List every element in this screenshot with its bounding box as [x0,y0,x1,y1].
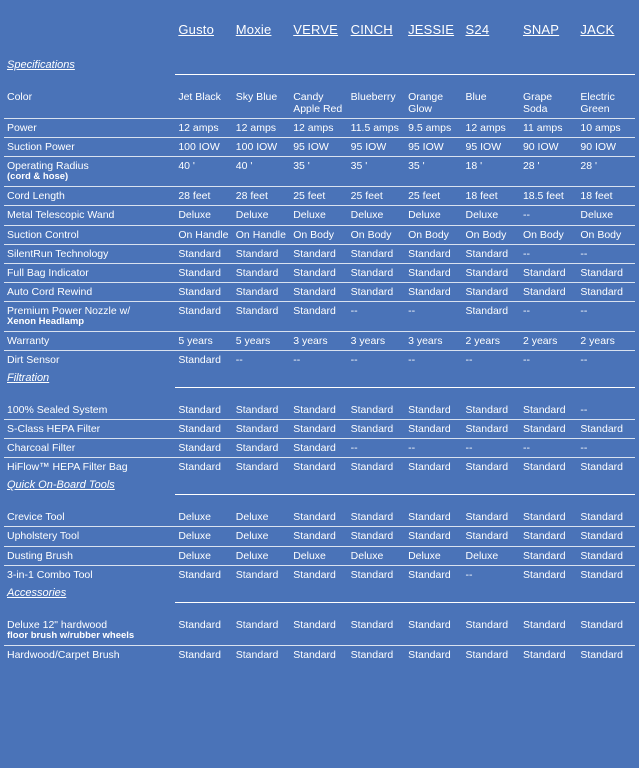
row-label [4,244,175,263]
cell-value: 12 amps [463,119,520,138]
cell-value: Standard [463,244,520,263]
row-label [4,225,175,244]
cell-value: Standard [235,568,279,581]
cell-value: Standard [290,439,347,458]
model-header-verve[interactable]: VERVE [293,22,339,37]
cell-value: Standard [233,263,290,282]
table-row [4,527,635,546]
cell-value: 28 feet [175,187,232,206]
cell-value: -- [580,353,588,366]
cell-value: Blue [463,88,520,119]
cell-value: Standard [408,568,451,581]
cell-value: Standard [408,461,451,474]
cell-value: Standard [175,244,232,263]
cell-value: Standard [465,648,509,661]
cell-value: Deluxe [233,546,290,565]
cell-value: Standard [178,461,221,474]
model-header-gusto[interactable]: Gusto [178,22,215,37]
row-label [4,350,175,369]
cell-value: Standard [348,263,405,282]
cell-value: Standard [233,401,290,420]
row-label [4,119,175,138]
section-title: Quick On-Board Tools [7,479,115,492]
cell-value: Grape Soda [520,88,577,119]
table-row [4,282,635,301]
cell-value: Deluxe [175,546,232,565]
cell-value: Standard [577,546,635,565]
cell-value: -- [405,439,462,458]
row-label-text: Auto Cord Rewind [7,285,93,298]
cell-value: Standard [520,263,577,282]
cell-value: On Body [577,225,635,244]
cell-value: Standard [408,648,451,661]
row-label [4,420,175,439]
table-row [4,301,635,331]
section-spacer-cell [4,75,635,89]
cell-value: Standard [175,616,232,645]
row-label [4,439,175,458]
cell-value: Standard [178,568,221,581]
table-row [4,88,635,119]
section-spacer-cell [4,602,635,616]
cell-value: 2 years [577,331,635,350]
cell-value: On Body [405,225,462,244]
cell-value: Deluxe [233,206,290,225]
cell-value: Standard [465,461,509,474]
row-label-text: Dirt Sensor [7,353,60,366]
row-label [4,527,175,546]
section-title: Accessories [7,586,67,599]
cell-value: Standard [175,401,232,420]
model-header-cinch[interactable]: CINCH [350,22,393,37]
cell-value: 95 IOW [405,138,462,157]
cell-value: 28 ' [577,157,635,187]
cell-value: Standard [233,420,290,439]
table-row [4,565,635,584]
cell-value: Standard [350,461,394,474]
cell-value: Standard [405,263,462,282]
cell-value: Standard [348,508,405,527]
cell-value: Standard [290,508,347,527]
cell-value: -- [348,301,405,331]
cell-value: -- [293,353,301,366]
cell-value: On Body [348,225,405,244]
cell-value: Standard [290,527,347,546]
row-sublabel-text: (cord & hose) [7,171,69,183]
cell-value: On Handle [175,225,232,244]
cell-value: Standard [520,616,577,645]
row-label-text: 3-in-1 Combo Tool [7,568,93,581]
section-header-row [4,584,635,603]
cell-value: Deluxe [233,527,290,546]
row-label-text: Upholstery Tool [7,530,80,543]
row-label-text: Warranty [7,334,50,347]
cell-value: 11 amps [520,119,577,138]
cell-value: -- [522,353,530,366]
cell-value: -- [520,206,577,225]
cell-value: 35 ' [405,157,462,187]
cell-value: Standard [520,401,577,420]
cell-value: 3 years [348,331,405,350]
table-row [4,187,635,206]
cell-value: Standard [175,263,232,282]
model-header-snap[interactable]: SNAP [522,22,560,37]
cell-value: 35 ' [290,157,347,187]
cell-value: Deluxe [577,206,635,225]
cell-value: 5 years [175,331,232,350]
product-comparison-table [4,0,635,664]
section-spacer-cell [4,388,635,402]
row-label-text: Hardwood/Carpet Brush [7,648,120,661]
row-label-text: Suction Power [7,141,75,154]
row-label-text: SilentRun Technology [7,247,109,260]
cell-value: Standard [577,527,635,546]
cell-value: 28 ' [520,157,577,187]
cell-value: Standard [520,546,577,565]
cell-value: 2 years [463,331,520,350]
cell-value: Standard [463,508,520,527]
cell-value: -- [235,353,243,366]
cell-value: Standard [235,648,279,661]
row-label-text: Full Bag Indicator [7,266,89,279]
cell-value: 12 amps [290,119,347,138]
cell-value: Standard [175,439,232,458]
cell-value: Standard [290,420,347,439]
cell-value: Blueberry [348,88,405,119]
cell-value: Candy Apple Red [290,88,347,119]
table-row [4,546,635,565]
cell-value: Standard [233,244,290,263]
cell-value: Standard [233,301,290,331]
section-title: Filtration [7,371,50,384]
row-sublabel-text: Xenon Headlamp [7,315,85,327]
cell-value: -- [348,439,405,458]
cell-value: On Handle [233,225,290,244]
cell-value: -- [577,301,635,331]
cell-value: Standard [577,282,635,301]
cell-value: Standard [463,263,520,282]
cell-value: On Body [520,225,577,244]
cell-value: Standard [290,263,347,282]
cell-value: Standard [580,568,624,581]
row-label-text: Metal Telescopic Wand [7,209,115,222]
cell-value: Standard [348,616,405,645]
cell-value: Standard [520,527,577,546]
cell-value: Standard [405,420,462,439]
cell-value: 40 ' [233,157,290,187]
table-row [4,206,635,225]
section-rule [175,369,635,388]
top-spacer-cell [4,0,635,20]
row-label-text: Color [7,91,33,104]
cell-value: 2 years [520,331,577,350]
cell-value: Standard [522,648,566,661]
section-header-row [4,56,635,75]
cell-value: 11.5 amps [348,119,405,138]
row-label [4,401,175,420]
table-row [4,401,635,420]
cell-value: Standard [233,439,290,458]
cell-value: 3 years [405,331,462,350]
table-row [4,244,635,263]
cell-value: Standard [348,420,405,439]
cell-value: 3 years [290,331,347,350]
cell-value: Standard [290,301,347,331]
row-sublabel-text: floor brush w/rubber wheels [7,629,135,641]
cell-value: 25 feet [405,187,462,206]
cell-value: Standard [293,648,336,661]
row-label-text: Dusting Brush [7,549,73,562]
section-spacer-row [4,495,635,509]
cell-value: Standard [348,401,405,420]
cell-value: Deluxe [348,206,405,225]
cell-value: Deluxe [175,527,232,546]
table-row [4,331,635,350]
cell-value: Standard [233,616,290,645]
cell-value: 90 IOW [520,138,577,157]
table-row [4,350,635,369]
row-label-text: Operating Radius [7,160,89,173]
cell-value: Deluxe [463,206,520,225]
section-header-row [4,476,635,495]
model-header-jack[interactable]: JACK [580,22,615,37]
cell-value: -- [577,401,635,420]
section-rule [175,584,635,603]
cell-value: Standard [175,301,232,331]
cell-value: Standard [290,401,347,420]
row-label [4,187,175,206]
model-header-blank [4,20,175,56]
cell-value: -- [408,353,416,366]
model-header-row [4,20,635,56]
cell-value: Deluxe [405,546,462,565]
row-label-text: Charcoal Filter [7,442,76,455]
cell-value: Standard [520,420,577,439]
row-label-text: Deluxe 12" hardwood [7,618,108,631]
cell-value: Deluxe [233,508,290,527]
cell-value: On Body [463,225,520,244]
cell-value: 25 feet [348,187,405,206]
cell-value: Standard [463,420,520,439]
cell-value: -- [465,353,473,366]
cell-value: 18 feet [463,187,520,206]
cell-value: 40 ' [175,157,232,187]
top-spacer-row [4,0,635,20]
cell-value: 18 feet [577,187,635,206]
cell-value: Standard [522,568,566,581]
cell-value: -- [577,244,635,263]
cell-value: Standard [405,508,462,527]
table-row [4,263,635,282]
row-label [4,458,175,477]
table-row [4,508,635,527]
cell-value: Deluxe [175,508,232,527]
cell-value: Standard [520,282,577,301]
cell-value: Deluxe [290,206,347,225]
cell-value: Standard [290,244,347,263]
cell-value: Standard [235,461,279,474]
section-spacer-row [4,388,635,402]
cell-value: Standard [405,244,462,263]
cell-value: Standard [580,461,624,474]
cell-value: Standard [463,401,520,420]
cell-value: 5 years [233,331,290,350]
cell-value: 18.5 feet [520,187,577,206]
table-row [4,439,635,458]
row-label [4,301,175,331]
row-label [4,157,175,187]
cell-value: Standard [577,616,635,645]
section-rule [175,476,635,495]
row-label-text: S-Class HEPA Filter [7,423,101,436]
model-header-jessie[interactable]: JESSIE [408,22,455,37]
cell-value: Standard [290,282,347,301]
cell-value: Standard [463,616,520,645]
row-label-text: Premium Power Nozzle w/ [7,304,131,317]
row-label [4,546,175,565]
cell-value: Standard [348,527,405,546]
row-label-text: Power [7,122,37,135]
cell-value: Standard [348,282,405,301]
section-spacer-row [4,602,635,616]
cell-value: 10 amps [577,119,635,138]
table-row [4,119,635,138]
model-header-moxie[interactable]: Moxie [235,22,272,37]
cell-value: -- [520,301,577,331]
cell-value: 95 IOW [463,138,520,157]
cell-value: 12 amps [233,119,290,138]
table-row [4,157,635,187]
cell-value: -- [520,439,577,458]
cell-value: 28 feet [233,187,290,206]
cell-value: Standard [405,527,462,546]
row-label [4,331,175,350]
section-rule [175,56,635,75]
table-row [4,645,635,664]
cell-value: Deluxe [405,206,462,225]
row-label [4,263,175,282]
cell-value: 95 IOW [348,138,405,157]
cell-value: Deluxe [348,546,405,565]
cell-value: Deluxe [175,206,232,225]
row-label-text: HiFlow™ HEPA Filter Bag [7,461,128,474]
cell-value: 18 ' [463,157,520,187]
cell-value: Standard [520,508,577,527]
cell-value: Standard [577,508,635,527]
cell-value: -- [405,301,462,331]
cell-value: Standard [580,648,624,661]
cell-value: Deluxe [290,546,347,565]
cell-value: Standard [577,263,635,282]
cell-value: Orange Glow [405,88,462,119]
cell-value: 100 IOW [175,138,232,157]
cell-value: Standard [178,353,221,366]
cell-value: Sky Blue [233,88,290,119]
cell-value: Standard [233,282,290,301]
cell-value: 90 IOW [577,138,635,157]
cell-value: -- [465,568,473,581]
row-label [4,282,175,301]
cell-value: Standard [463,282,520,301]
table-row [4,458,635,477]
cell-value: 95 IOW [290,138,347,157]
cell-value: 100 IOW [233,138,290,157]
cell-value: Standard [577,420,635,439]
cell-value: -- [463,439,520,458]
table-row [4,138,635,157]
cell-value: Standard [463,301,520,331]
section-title: Specifications [7,59,75,71]
cell-value: Deluxe [463,546,520,565]
row-label [4,138,175,157]
section-header-row [4,369,635,388]
cell-value: 9.5 amps [405,119,462,138]
cell-value: Standard [293,568,336,581]
cell-value: Standard [175,420,232,439]
cell-value: Jet Black [175,88,232,119]
cell-value: Standard [348,244,405,263]
row-label-text: Cord Length [7,190,65,203]
cell-value: 25 feet [290,187,347,206]
section-spacer-cell [4,495,635,509]
table-row [4,225,635,244]
cell-value: Standard [293,461,336,474]
model-header-s24[interactable]: S24 [465,22,490,37]
row-label-text: 100% Sealed System [7,404,108,416]
cell-value: On Body [290,225,347,244]
cell-value: 35 ' [348,157,405,187]
row-label [4,565,175,584]
row-label [4,88,175,119]
row-label-text: Crevice Tool [7,511,65,524]
cell-value: Standard [405,616,462,645]
row-label [4,508,175,527]
cell-value: Standard [178,648,221,661]
row-label [4,206,175,225]
cell-value: Standard [405,401,462,420]
cell-value: Standard [405,282,462,301]
cell-value: Standard [350,648,394,661]
cell-value: -- [520,244,577,263]
cell-value: Electric Green [577,88,635,119]
table-row [4,616,635,645]
cell-value: -- [350,353,358,366]
row-label-text: Suction Control [7,228,79,241]
cell-value: 12 amps [175,119,232,138]
row-label [4,645,175,664]
cell-value: Standard [522,461,566,474]
row-label [4,616,175,645]
cell-value: Standard [463,527,520,546]
cell-value: -- [577,439,635,458]
section-spacer-row [4,75,635,89]
cell-value: Standard [350,568,394,581]
table-row [4,420,635,439]
cell-value: Standard [175,282,232,301]
cell-value: Standard [290,616,347,645]
